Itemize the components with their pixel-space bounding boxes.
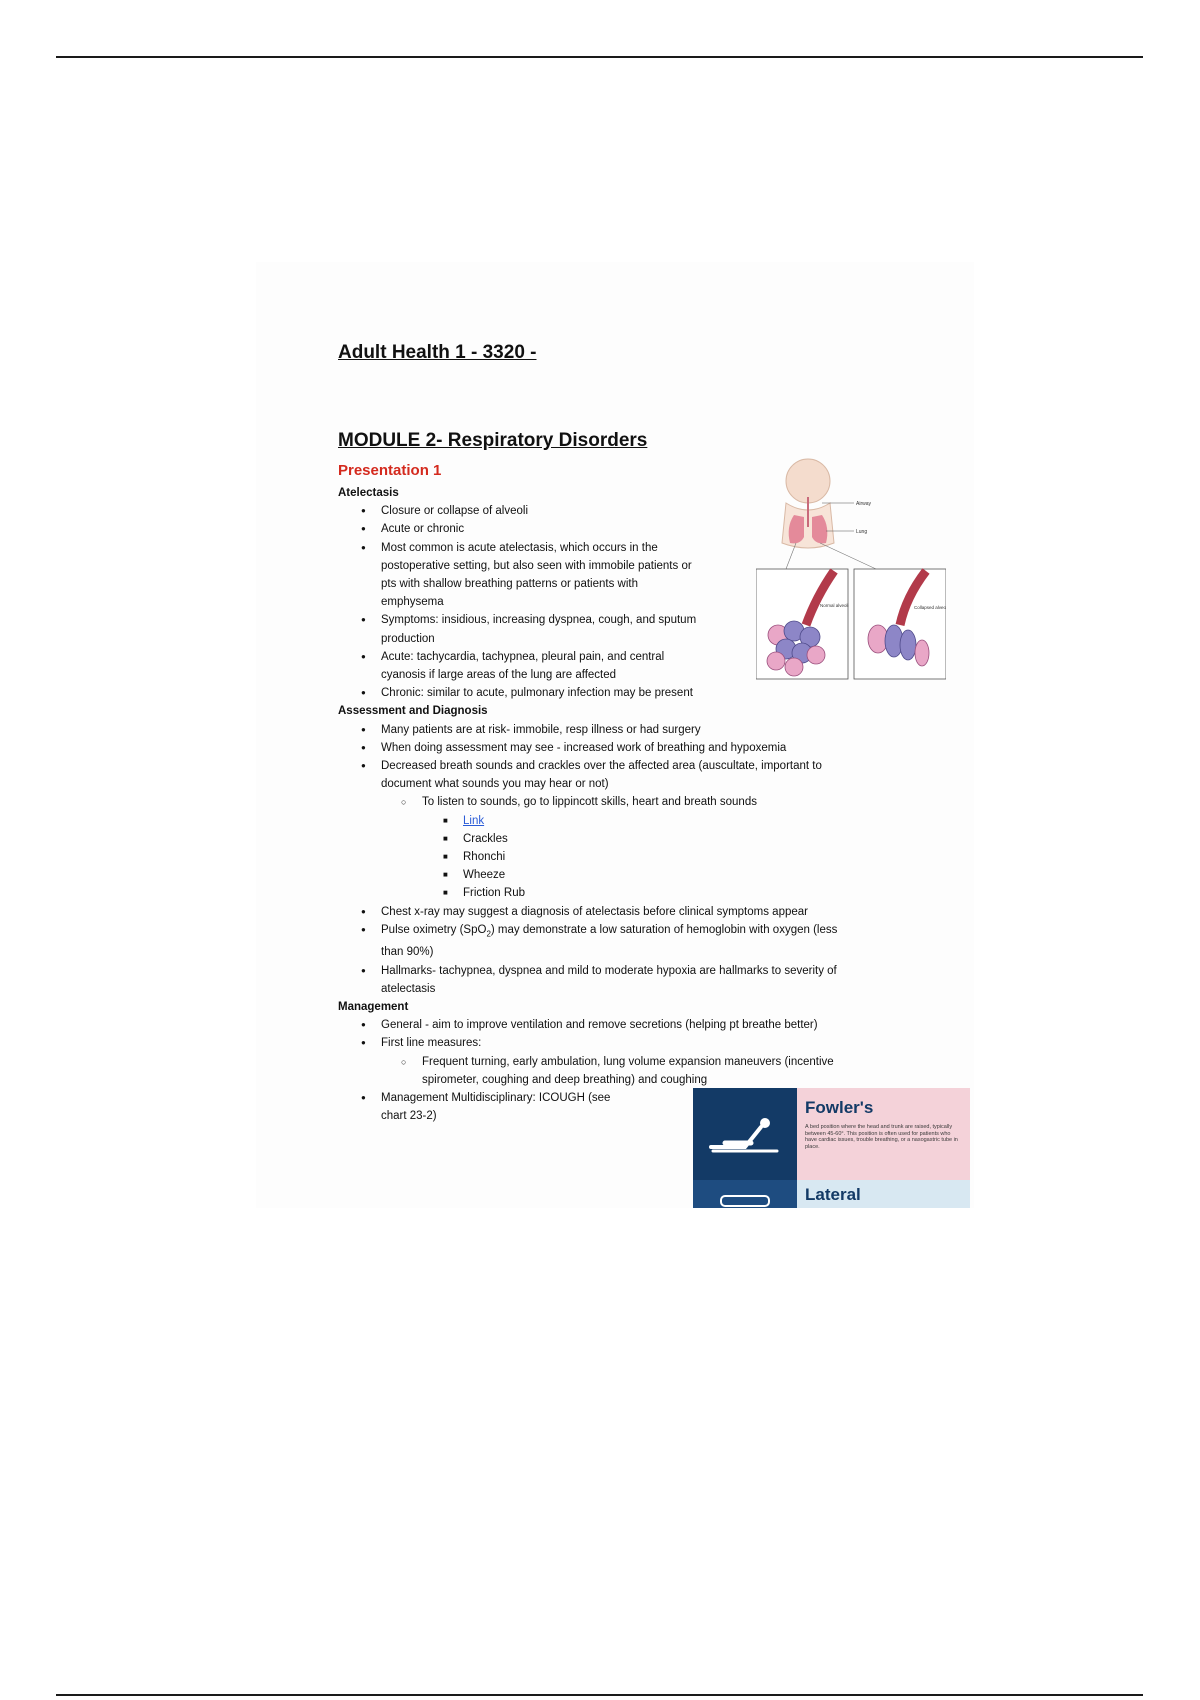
airway-label: Airway [856, 501, 872, 507]
document-page [256, 262, 974, 1208]
presentation-heading: Presentation 1 [338, 462, 442, 479]
list-item: ● Hallmarks- tachypnea, dyspnea and mild to moderate hypoxia are hallmarks to severity of atelectasis [338, 962, 858, 998]
list-item: ● Closure or collapse of alveoli [338, 502, 698, 520]
sound-item: ■ Wheeze [420, 866, 858, 884]
list-item: ● General - aim to improve ventilation and remove secretions (helping pt breathe better) [338, 1016, 878, 1034]
alveoli-illustration [756, 457, 946, 682]
sound-item: ■ Crackles [420, 830, 858, 848]
list-item [338, 921, 858, 962]
sublist [379, 1053, 878, 1089]
list-item: ● Acute or chronic [338, 520, 698, 538]
atelectasis-list [338, 502, 698, 702]
bottom-rule [56, 1694, 1143, 1696]
lung-label: Lung [856, 529, 868, 535]
normal-alveoli-label: Normal alveoli [820, 603, 849, 608]
fowlers-title: Fowler's [805, 1098, 874, 1117]
sounds-list [420, 812, 858, 903]
sub-list-item-text: To listen to sounds, go to lippincott skills, heart and breath sounds [422, 796, 757, 809]
pulse-ox-sub: 2 [486, 929, 491, 939]
sound-link-item [420, 812, 858, 830]
collapsed-alveoli-label: Collapsed alveoli [914, 605, 946, 610]
list-item-text: First line measures: [381, 1037, 482, 1050]
assessment-list [338, 721, 858, 998]
pulse-ox-before: Pulse oximetry (SpO [381, 923, 487, 936]
document-title: Adult Health 1 - 3320 - [338, 342, 537, 363]
sound-item: ■ Rhonchi [420, 848, 858, 866]
sub-list-item: ○ Frequent turning, early ambulation, lung volume expansion maneuvers (incentive spirometer, coughing and deep breathing) and coughing [379, 1053, 878, 1089]
lateral-bed-icon [717, 1188, 773, 1208]
alveoli-illustration-svg [756, 457, 946, 682]
pulse-ox-after: ) may demonstrate a low saturation of hemoglobin with oxygen (less than 90%) [381, 923, 838, 959]
top-rule [56, 56, 1143, 58]
list-item: ● Acute: tachycardia, tachypnea, pleural pain, and central cyanosis if large areas of the lung are affected [338, 648, 698, 684]
atelectasis-heading: Atelectasis [338, 487, 399, 499]
list-item: ● Symptoms: insidious, increasing dyspnea, cough, and sputum production [338, 611, 698, 647]
list-item [338, 757, 858, 903]
list-item: ● Chronic: similar to acute, pulmonary infection may be present [338, 684, 801, 702]
positioning-chart [693, 1088, 970, 1208]
sublist [379, 793, 858, 902]
assessment-heading: Assessment and Diagnosis [338, 705, 488, 718]
management-heading: Management [338, 1000, 409, 1013]
list-item [338, 1034, 878, 1089]
sound-item: ■ Friction Rub [420, 884, 858, 902]
sounds-link[interactable]: Link [463, 814, 485, 827]
lateral-title: Lateral [805, 1185, 861, 1204]
fowlers-bed-icon [705, 1113, 785, 1158]
list-item: ● Management Multidisciplinary: ICOUGH (see chart 23-2) [338, 1089, 636, 1125]
list-item: ● Chest x-ray may suggest a diagnosis of atelectasis before clinical symptoms appear [338, 903, 858, 921]
list-item: ● Many patients are at risk- immobile, resp illness or had surgery [338, 721, 858, 739]
list-item-text: Decreased breath sounds and crackles over the affected area (auscultate, important to document what sounds you may hear or not) [381, 760, 822, 791]
sub-list-item [379, 793, 858, 902]
list-item: ● When doing assessment may see - increased work of breathing and hypoxemia [338, 739, 858, 757]
fowlers-description: A bed position where the head and trunk are raised, typically between 45-60°. This position is often used for patients who have cardiac issues, trouble breathing, or a nasogastric tube in place. [805, 1124, 958, 1150]
list-item: ● Most common is acute atelectasis, which occurs in the postoperative setting, but also seen with immobile patients or pts with shallow breathing patterns or patients with emphysema [338, 539, 698, 612]
module-title: MODULE 2- Respiratory Disorders [338, 430, 648, 451]
